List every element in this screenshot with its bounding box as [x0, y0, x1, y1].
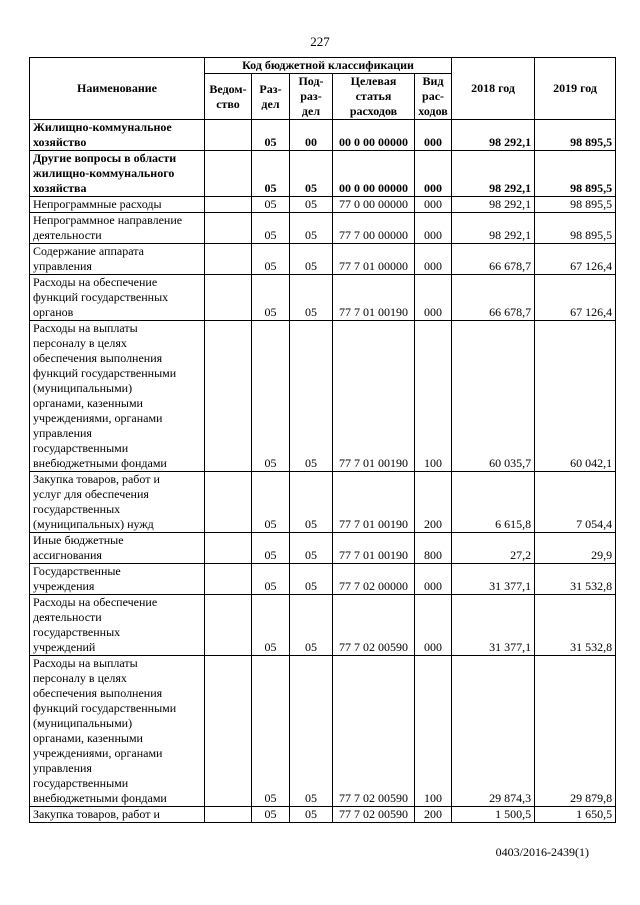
cell-y2019: 67 126,4 — [535, 275, 616, 321]
cell-cs: 77 7 02 00590 — [333, 656, 415, 807]
cell-rz: 05 — [252, 656, 290, 807]
cell-y2018: 31 377,1 — [452, 564, 535, 595]
cell-ved — [205, 120, 252, 151]
cell-name: Жилищно-коммунальное хозяйство — [30, 120, 205, 151]
cell-rz: 05 — [252, 564, 290, 595]
cell-cs: 77 0 00 00000 — [333, 197, 415, 213]
header-name: Наименование — [30, 58, 205, 120]
header-2019: 2019 год — [535, 58, 616, 120]
cell-cs: 77 7 02 00000 — [333, 564, 415, 595]
cell-name: Расходы на выплаты персоналу в целях обеспечения выполнения функций государственными (муниципальными) органами, казенными учреждениями, органами управления государственными внебюджетными фондами — [30, 656, 205, 807]
cell-ved — [205, 275, 252, 321]
cell-vr: 000 — [415, 564, 452, 595]
cell-y2018: 66 678,7 — [452, 275, 535, 321]
cell-pr: 05 — [290, 244, 333, 275]
table-row — [30, 275, 616, 321]
cell-y2018: 98 292,1 — [452, 197, 535, 213]
header-2018: 2018 год — [452, 58, 535, 120]
cell-cs: 77 7 01 00190 — [333, 275, 415, 321]
cell-y2018: 6 615,8 — [452, 472, 535, 533]
cell-pr: 05 — [290, 213, 333, 244]
cell-y2018: 98 292,1 — [452, 213, 535, 244]
cell-y2018: 27,2 — [452, 533, 535, 564]
cell-name: Государственные учреждения — [30, 564, 205, 595]
cell-ved — [205, 564, 252, 595]
cell-name: Непрограммное направление деятельности — [30, 213, 205, 244]
table-row — [30, 472, 616, 533]
page-number: 227 — [310, 34, 330, 49]
cell-y2019: 29 879,8 — [535, 656, 616, 807]
cell-ved — [205, 533, 252, 564]
header-podrazdel: Под- раз- дел — [290, 74, 333, 120]
header-code-group: Код бюджетной классификации — [205, 58, 452, 74]
cell-y2018: 66 678,7 — [452, 244, 535, 275]
table-row — [30, 595, 616, 656]
cell-rz: 05 — [252, 213, 290, 244]
cell-pr: 05 — [290, 197, 333, 213]
cell-y2019: 98 895,5 — [535, 151, 616, 197]
cell-pr: 05 — [290, 472, 333, 533]
cell-rz: 05 — [252, 244, 290, 275]
cell-name: Расходы на выплаты персоналу в целях обеспечения выполнения функций государственными (муниципальными) органами, казенными учреждениями, органами управления государственными внебюджетными фондами — [30, 321, 205, 472]
table-row — [30, 244, 616, 275]
cell-vr: 100 — [415, 321, 452, 472]
cell-y2018: 1 500,5 — [452, 807, 535, 823]
cell-vr: 200 — [415, 472, 452, 533]
cell-y2019: 98 895,5 — [535, 213, 616, 244]
cell-y2018: 98 292,1 — [452, 151, 535, 197]
table-row — [30, 564, 616, 595]
table-row — [30, 120, 616, 151]
cell-name: Закупка товаров, работ и услуг для обеспечения государственных (муниципальных) нужд — [30, 472, 205, 533]
cell-pr: 00 — [290, 120, 333, 151]
cell-name: Расходы на обеспечение деятельности государственных учреждений — [30, 595, 205, 656]
cell-ved — [205, 656, 252, 807]
cell-vr: 000 — [415, 595, 452, 656]
cell-cs: 77 7 01 00190 — [333, 533, 415, 564]
cell-rz: 05 — [252, 321, 290, 472]
cell-pr: 05 — [290, 533, 333, 564]
cell-cs: 77 7 02 00590 — [333, 807, 415, 823]
cell-pr: 05 — [290, 595, 333, 656]
cell-vr: 800 — [415, 533, 452, 564]
cell-cs: 77 7 00 00000 — [333, 213, 415, 244]
cell-vr: 200 — [415, 807, 452, 823]
table-row — [30, 213, 616, 244]
cell-cs: 00 0 00 00000 — [333, 120, 415, 151]
cell-cs: 00 0 00 00000 — [333, 151, 415, 197]
table-row — [30, 151, 616, 197]
cell-name: Расходы на обеспечение функций государственных органов — [30, 275, 205, 321]
cell-y2019: 31 532,8 — [535, 595, 616, 656]
cell-name: Иные бюджетные ассигнования — [30, 533, 205, 564]
document-code: 0403/2016-2439(1) — [495, 845, 589, 859]
cell-rz: 05 — [252, 533, 290, 564]
cell-ved — [205, 197, 252, 213]
cell-vr: 000 — [415, 275, 452, 321]
cell-y2019: 1 650,5 — [535, 807, 616, 823]
cell-name: Непрограммные расходы — [30, 197, 205, 213]
cell-cs: 77 7 01 00190 — [333, 321, 415, 472]
cell-y2019: 98 895,5 — [535, 197, 616, 213]
header-vedomstvo: Ведом- ство — [205, 74, 252, 120]
cell-y2018: 60 035,7 — [452, 321, 535, 472]
cell-rz: 05 — [252, 151, 290, 197]
table-row — [30, 656, 616, 807]
budget-table — [29, 57, 616, 823]
cell-vr: 100 — [415, 656, 452, 807]
cell-cs: 77 7 01 00190 — [333, 472, 415, 533]
cell-ved — [205, 213, 252, 244]
cell-ved — [205, 472, 252, 533]
cell-cs: 77 7 01 00000 — [333, 244, 415, 275]
cell-pr: 05 — [290, 151, 333, 197]
table-row — [30, 321, 616, 472]
cell-vr: 000 — [415, 151, 452, 197]
cell-ved — [205, 595, 252, 656]
cell-y2019: 7 054,4 — [535, 472, 616, 533]
cell-rz: 05 — [252, 807, 290, 823]
table-row — [30, 197, 616, 213]
cell-y2019: 98 895,5 — [535, 120, 616, 151]
cell-vr: 000 — [415, 120, 452, 151]
cell-y2018: 29 874,3 — [452, 656, 535, 807]
cell-cs: 77 7 02 00590 — [333, 595, 415, 656]
cell-vr: 000 — [415, 244, 452, 275]
header-celevaya-statya: Целевая статья расходов — [333, 74, 415, 120]
cell-ved — [205, 321, 252, 472]
cell-rz: 05 — [252, 275, 290, 321]
cell-y2019: 29,9 — [535, 533, 616, 564]
cell-name: Закупка товаров, работ и — [30, 807, 205, 823]
cell-name: Содержание аппарата управления — [30, 244, 205, 275]
header-vid-rashodov: Вид рас- ходов — [415, 74, 452, 120]
cell-rz: 05 — [252, 595, 290, 656]
cell-vr: 000 — [415, 213, 452, 244]
cell-y2018: 98 292,1 — [452, 120, 535, 151]
cell-vr: 000 — [415, 197, 452, 213]
cell-rz: 05 — [252, 197, 290, 213]
cell-rz: 05 — [252, 472, 290, 533]
cell-y2019: 60 042,1 — [535, 321, 616, 472]
cell-pr: 05 — [290, 656, 333, 807]
table-row — [30, 807, 616, 823]
cell-ved — [205, 151, 252, 197]
cell-pr: 05 — [290, 807, 333, 823]
table-row — [30, 533, 616, 564]
cell-pr: 05 — [290, 275, 333, 321]
cell-ved — [205, 244, 252, 275]
cell-y2019: 31 532,8 — [535, 564, 616, 595]
cell-pr: 05 — [290, 321, 333, 472]
cell-name: Другие вопросы в области жилищно-коммунального хозяйства — [30, 151, 205, 197]
cell-y2019: 67 126,4 — [535, 244, 616, 275]
cell-pr: 05 — [290, 564, 333, 595]
header-razdel: Раз- дел — [252, 74, 290, 120]
cell-y2018: 31 377,1 — [452, 595, 535, 656]
cell-rz: 05 — [252, 120, 290, 151]
cell-ved — [205, 807, 252, 823]
